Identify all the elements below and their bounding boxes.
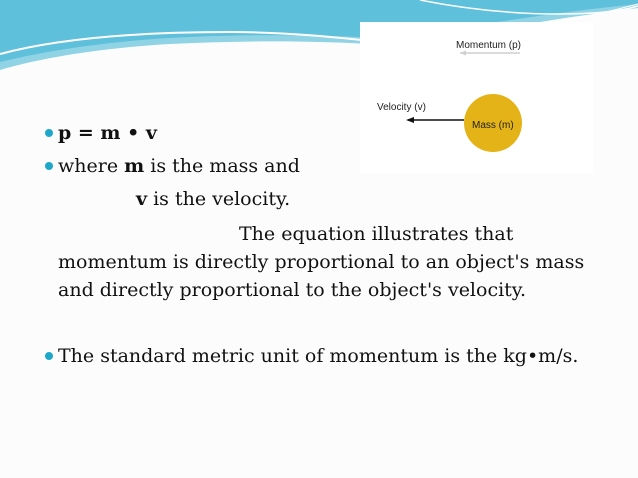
paragraph-line-2: momentum is directly proportional to an object's mass (58, 251, 585, 273)
momentum-arrowhead (460, 51, 466, 56)
mass-variable: m (124, 155, 145, 177)
velocity-arrowhead (406, 117, 414, 123)
definition-prefix: where (58, 155, 125, 177)
metric-unit-statement: The standard metric unit of momentum is the kg•m/s. (58, 345, 579, 367)
mass-label: Mass (m) (472, 120, 514, 131)
momentum-diagram (360, 22, 593, 174)
diagram-graphics (360, 22, 593, 174)
bullet-dot (45, 352, 53, 360)
paragraph-line-1: The equation illustrates that (239, 223, 514, 245)
momentum-formula: p = m • v (58, 122, 157, 144)
momentum-label: Momentum (p) (456, 40, 522, 51)
definition-suffix: is the mass and (144, 155, 300, 177)
velocity-suffix: is the velocity. (147, 188, 291, 210)
velocity-label: Velocity (v) (377, 102, 426, 113)
paragraph-line-3: and directly proportional to the object's velocity. (58, 279, 527, 301)
velocity-definition (136, 187, 290, 211)
mass-definition (58, 154, 300, 178)
velocity-variable: v (136, 188, 148, 210)
bullet-dot (45, 129, 53, 137)
bullet-dot (45, 162, 53, 170)
